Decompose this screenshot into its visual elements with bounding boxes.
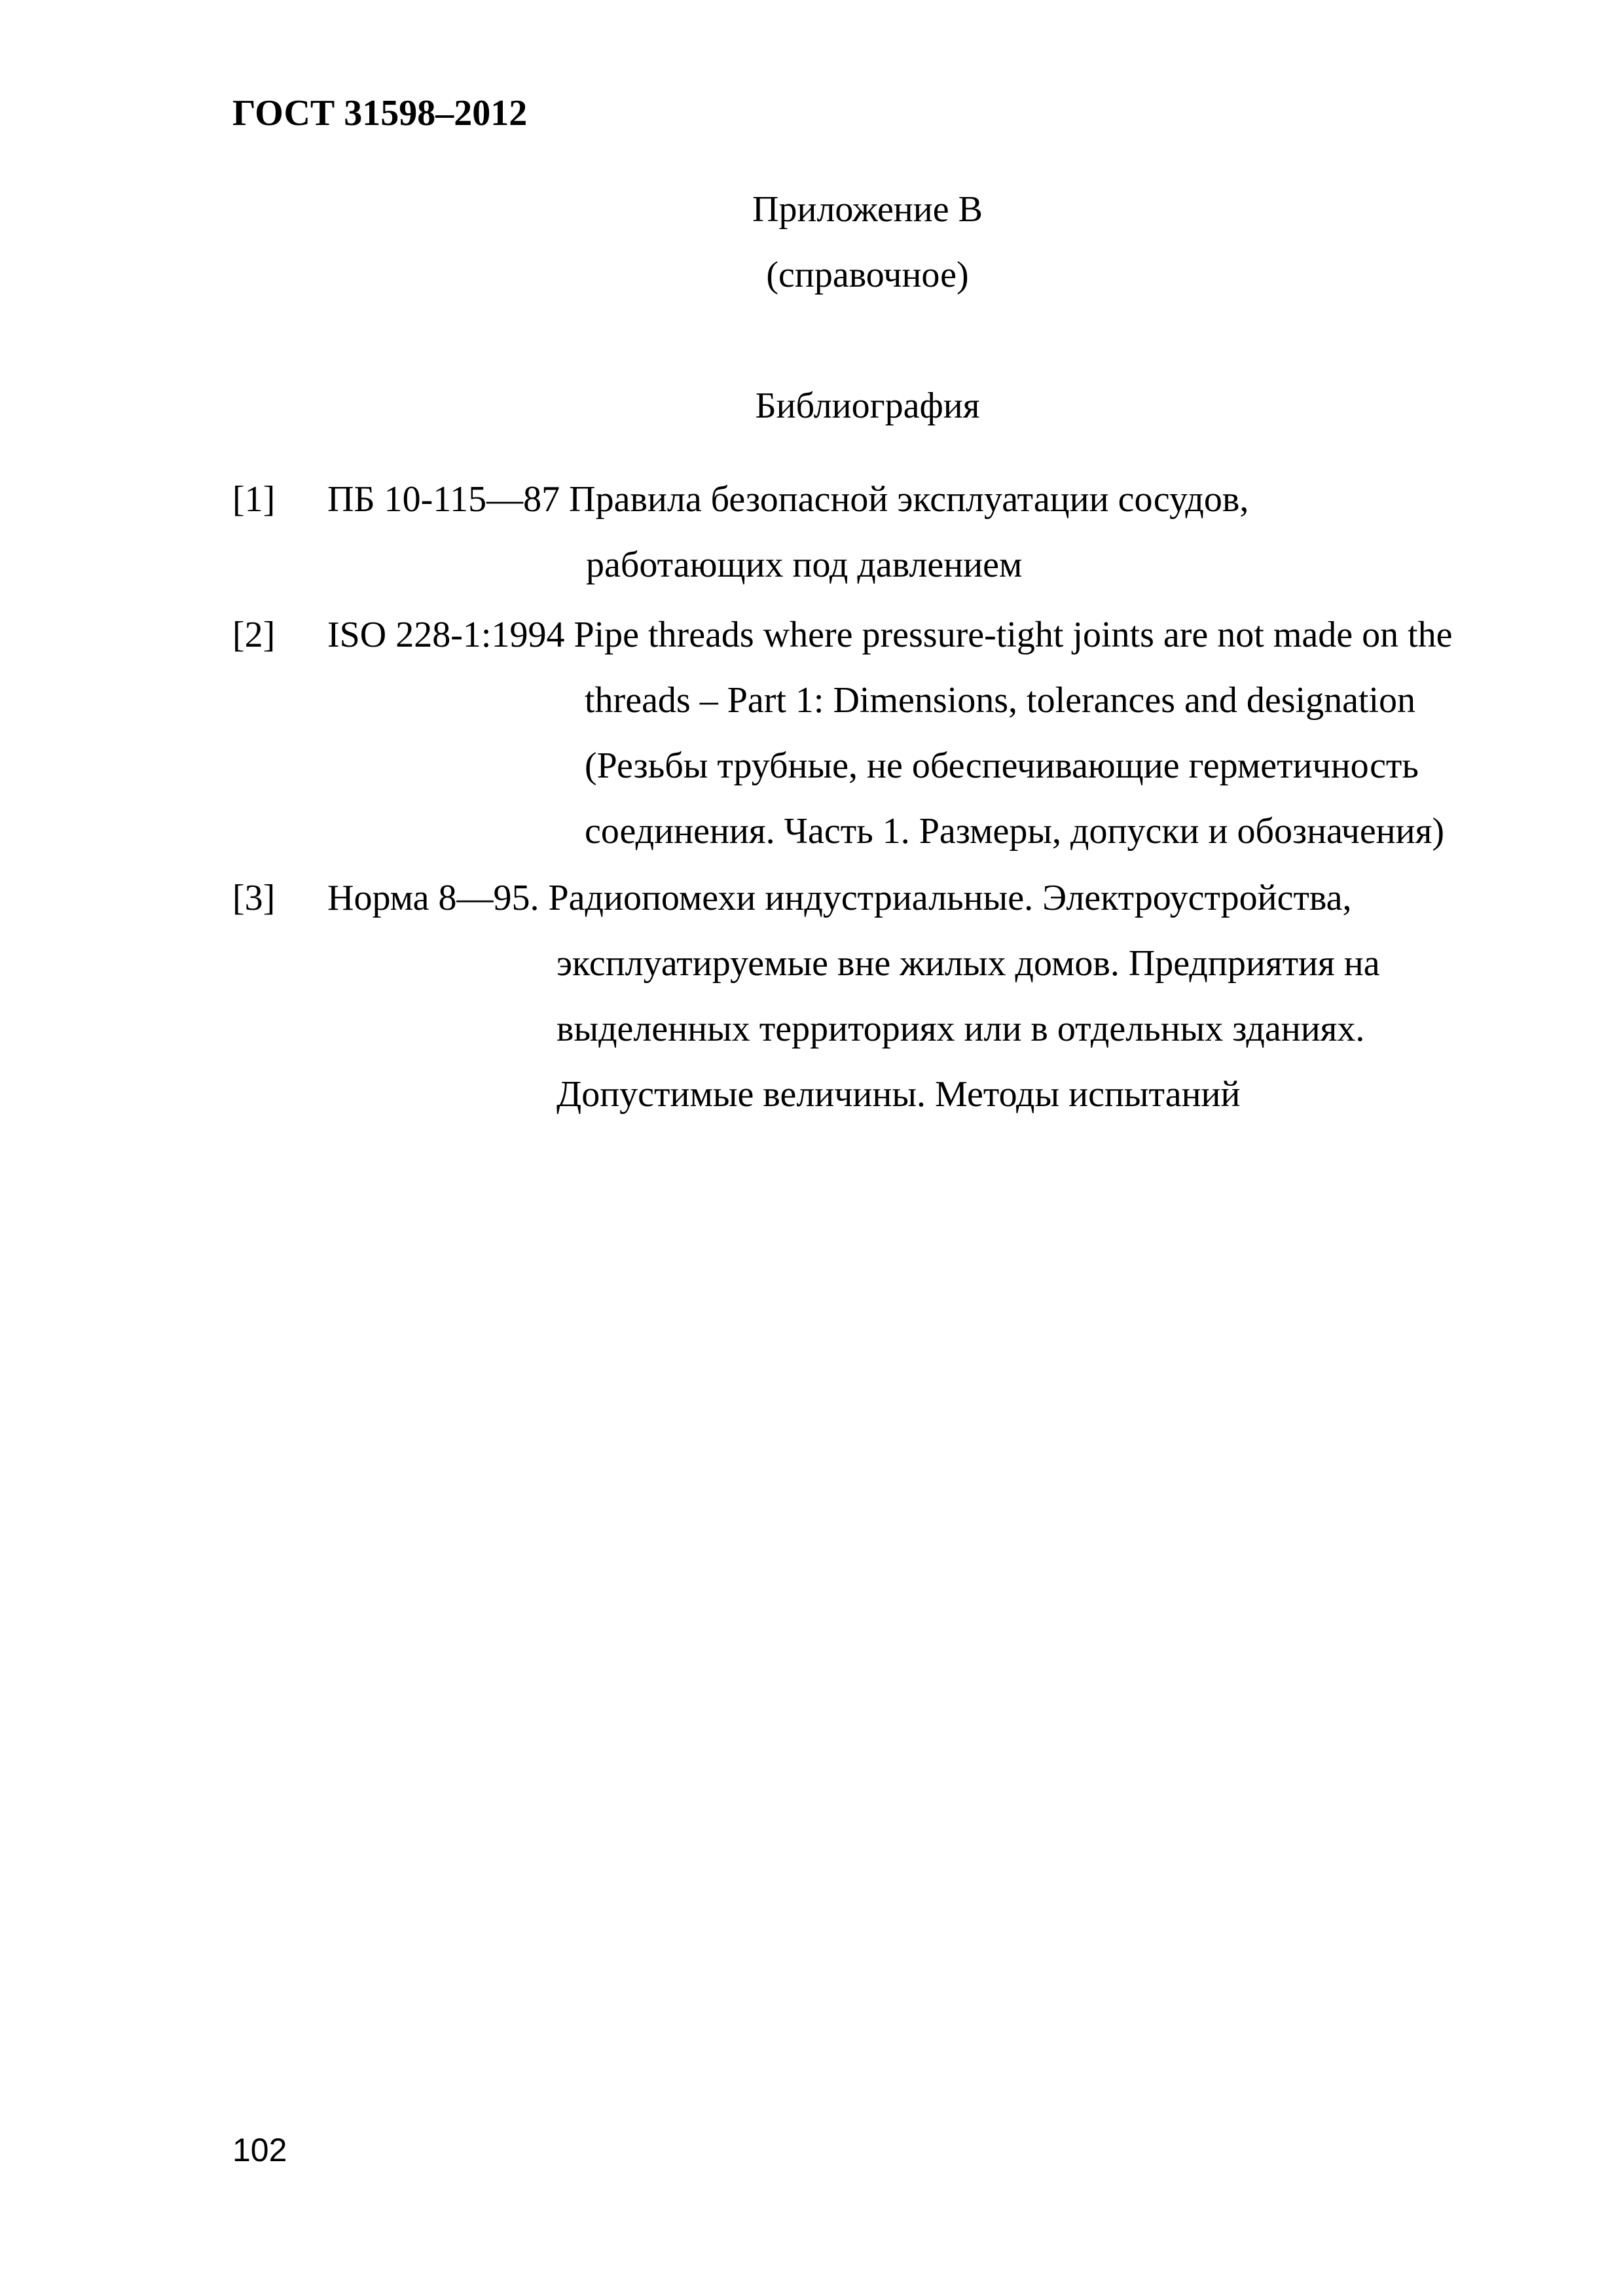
reference-number: [1] — [232, 479, 276, 520]
reference-line: ISO 228-1:1994 Pipe threads where pressure-tight joints are not made on the — [327, 615, 1453, 655]
reference-number: [2] — [232, 615, 276, 655]
page-number: 102 — [232, 2132, 287, 2168]
reference-line: выделенных территориях или в отдельных зданиях. — [556, 1009, 1365, 1049]
reference-number: [3] — [232, 878, 276, 918]
reference-line: Допустимые величины. Методы испытаний — [556, 1074, 1241, 1115]
reference-line: работающих под давлением — [586, 545, 1023, 585]
reference-line: эксплуатируемые вне жилых домов. Предприятия на — [556, 943, 1380, 984]
reference-line: Норма 8—95. Радиопомехи индустриальные. Электроустройства, — [327, 878, 1352, 918]
reference-line: соединения. Часть 1. Размеры, допуски и обозначения) — [585, 811, 1445, 852]
standard-code-header: ГОСТ 31598–2012 — [232, 93, 528, 134]
reference-line: (Резьбы трубные, не обеспечивающие герметичность — [585, 745, 1419, 786]
reference-line: ПБ 10-115—87 Правила безопасной эксплуатации сосудов, — [327, 479, 1249, 520]
bibliography-title: Библиография — [755, 386, 980, 426]
annex-title: Приложение В — [752, 189, 983, 230]
reference-line: threads – Part 1: Dimensions, tolerances and designation — [585, 680, 1416, 721]
annex-kind: (справочное) — [766, 255, 969, 295]
